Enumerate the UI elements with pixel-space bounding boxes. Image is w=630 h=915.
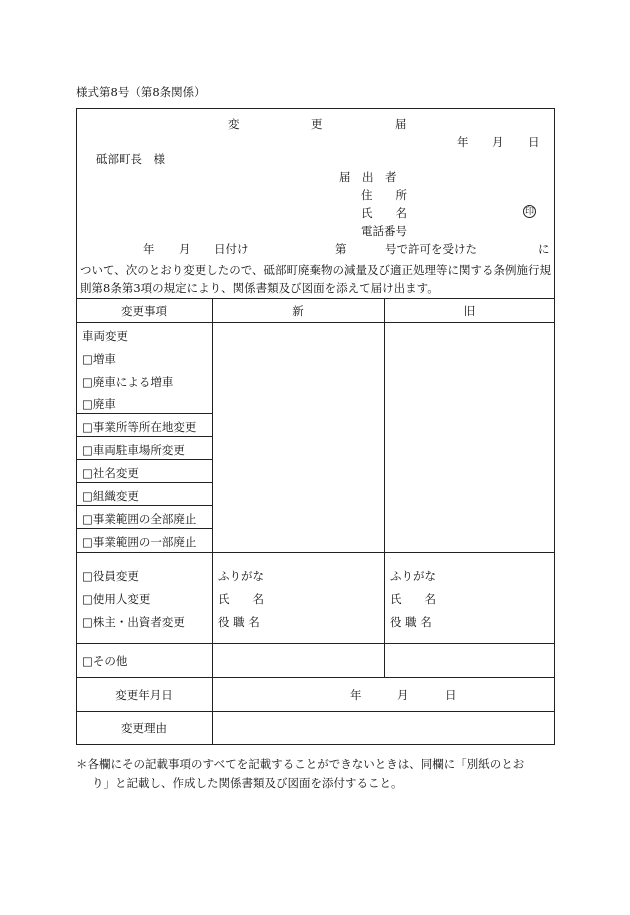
row-sep — [76, 436, 212, 437]
header-old: 旧 — [463, 304, 476, 318]
addressee: 砥部町長 様 — [96, 152, 165, 166]
permit-number-text: 号で許可を受けた — [385, 242, 477, 256]
row-sep-full — [76, 552, 555, 553]
new-position: 役 職 名 — [218, 615, 260, 629]
header-bottom-line — [76, 322, 555, 323]
footnote-line-2: り」と記載し、作成した関係書類及び図面を添付すること。 — [92, 776, 403, 790]
checkbox-abolish-part[interactable]: □事業範囲の一部廃止 — [82, 535, 197, 549]
row-sep — [76, 459, 212, 460]
title-char-3: 届 — [395, 117, 407, 131]
checkbox-employee[interactable]: □使用人変更 — [82, 592, 151, 606]
footnote-line-1: ＊各欄にその記載事項のすべてを記載することができないときは、同欄に「別紙のとお — [76, 757, 525, 771]
body-paragraph: ついて、次のとおり変更したので、砥部町廃棄物の減量及び適正処理等に関する条例施行規則第8条第3項の規定により、関係書類及び図面を添えて届け出ます。 — [80, 263, 552, 295]
permit-year: 年 — [143, 242, 155, 256]
checkbox-officer[interactable]: □役員変更 — [82, 569, 139, 583]
footnote — [76, 755, 556, 793]
change-date-day: 日 — [445, 688, 457, 702]
date-day: 日 — [528, 135, 540, 149]
title-char-2: 更 — [311, 117, 323, 131]
name-label: 氏 名 — [361, 206, 407, 220]
change-reason-label: 変更理由 — [121, 721, 167, 735]
seal-mark: 印 — [524, 207, 534, 217]
row-sep-full — [76, 677, 555, 678]
checkbox-abolish-all[interactable]: □事業範囲の全部廃止 — [82, 512, 197, 526]
row-sep — [76, 528, 212, 529]
row-sep-full — [76, 643, 555, 644]
title-char-1: 変 — [228, 117, 240, 131]
checkbox-scrap-vehicle[interactable]: □廃車 — [82, 397, 116, 411]
vehicle-change-title: 車両変更 — [82, 329, 128, 343]
phone-label: 電話番号 — [361, 224, 407, 238]
permit-day-suffix: 日付け — [214, 242, 249, 256]
change-date-month: 月 — [397, 688, 409, 702]
checkbox-replace-vehicle[interactable]: □廃車による増車 — [82, 375, 174, 389]
row-sep — [76, 413, 212, 414]
header-new: 新 — [292, 304, 304, 318]
checkbox-organization[interactable]: □組織変更 — [82, 489, 139, 503]
form-number-label: 様式第8号（第8条関係） — [76, 85, 206, 99]
date-year: 年 — [457, 135, 469, 149]
old-position: 役 職 名 — [390, 615, 432, 629]
date-month: 月 — [492, 135, 504, 149]
new-furigana: ふりがな — [218, 569, 264, 583]
old-furigana: ふりがな — [390, 569, 436, 583]
row-sep-full — [76, 711, 555, 712]
checkbox-add-vehicle[interactable]: □増車 — [82, 352, 116, 366]
address-label: 住 所 — [361, 188, 407, 202]
checkbox-shareholder[interactable]: □株主・出資者変更 — [82, 615, 185, 629]
col-divider-2 — [384, 298, 385, 677]
permit-dai: 第 — [335, 242, 347, 256]
permit-month: 月 — [179, 242, 191, 256]
change-date-label: 変更年月日 — [115, 688, 173, 702]
table-top-line — [76, 298, 555, 299]
change-date-year: 年 — [350, 688, 362, 702]
checkbox-company-name[interactable]: □社名変更 — [82, 466, 139, 480]
notifier-label: 届 出 者 — [339, 170, 397, 184]
checkbox-parking-location[interactable]: □車両駐車場所変更 — [82, 443, 185, 457]
new-name: 氏 名 — [218, 592, 264, 606]
header-change-item: 変更事項 — [121, 304, 167, 318]
row-sep — [76, 505, 212, 506]
permit-ni: に — [538, 242, 550, 256]
checkbox-other[interactable]: □その他 — [82, 654, 128, 668]
row-sep — [76, 482, 212, 483]
checkbox-office-location[interactable]: □事業所等所在地変更 — [82, 420, 197, 434]
old-name: 氏 名 — [390, 592, 436, 606]
